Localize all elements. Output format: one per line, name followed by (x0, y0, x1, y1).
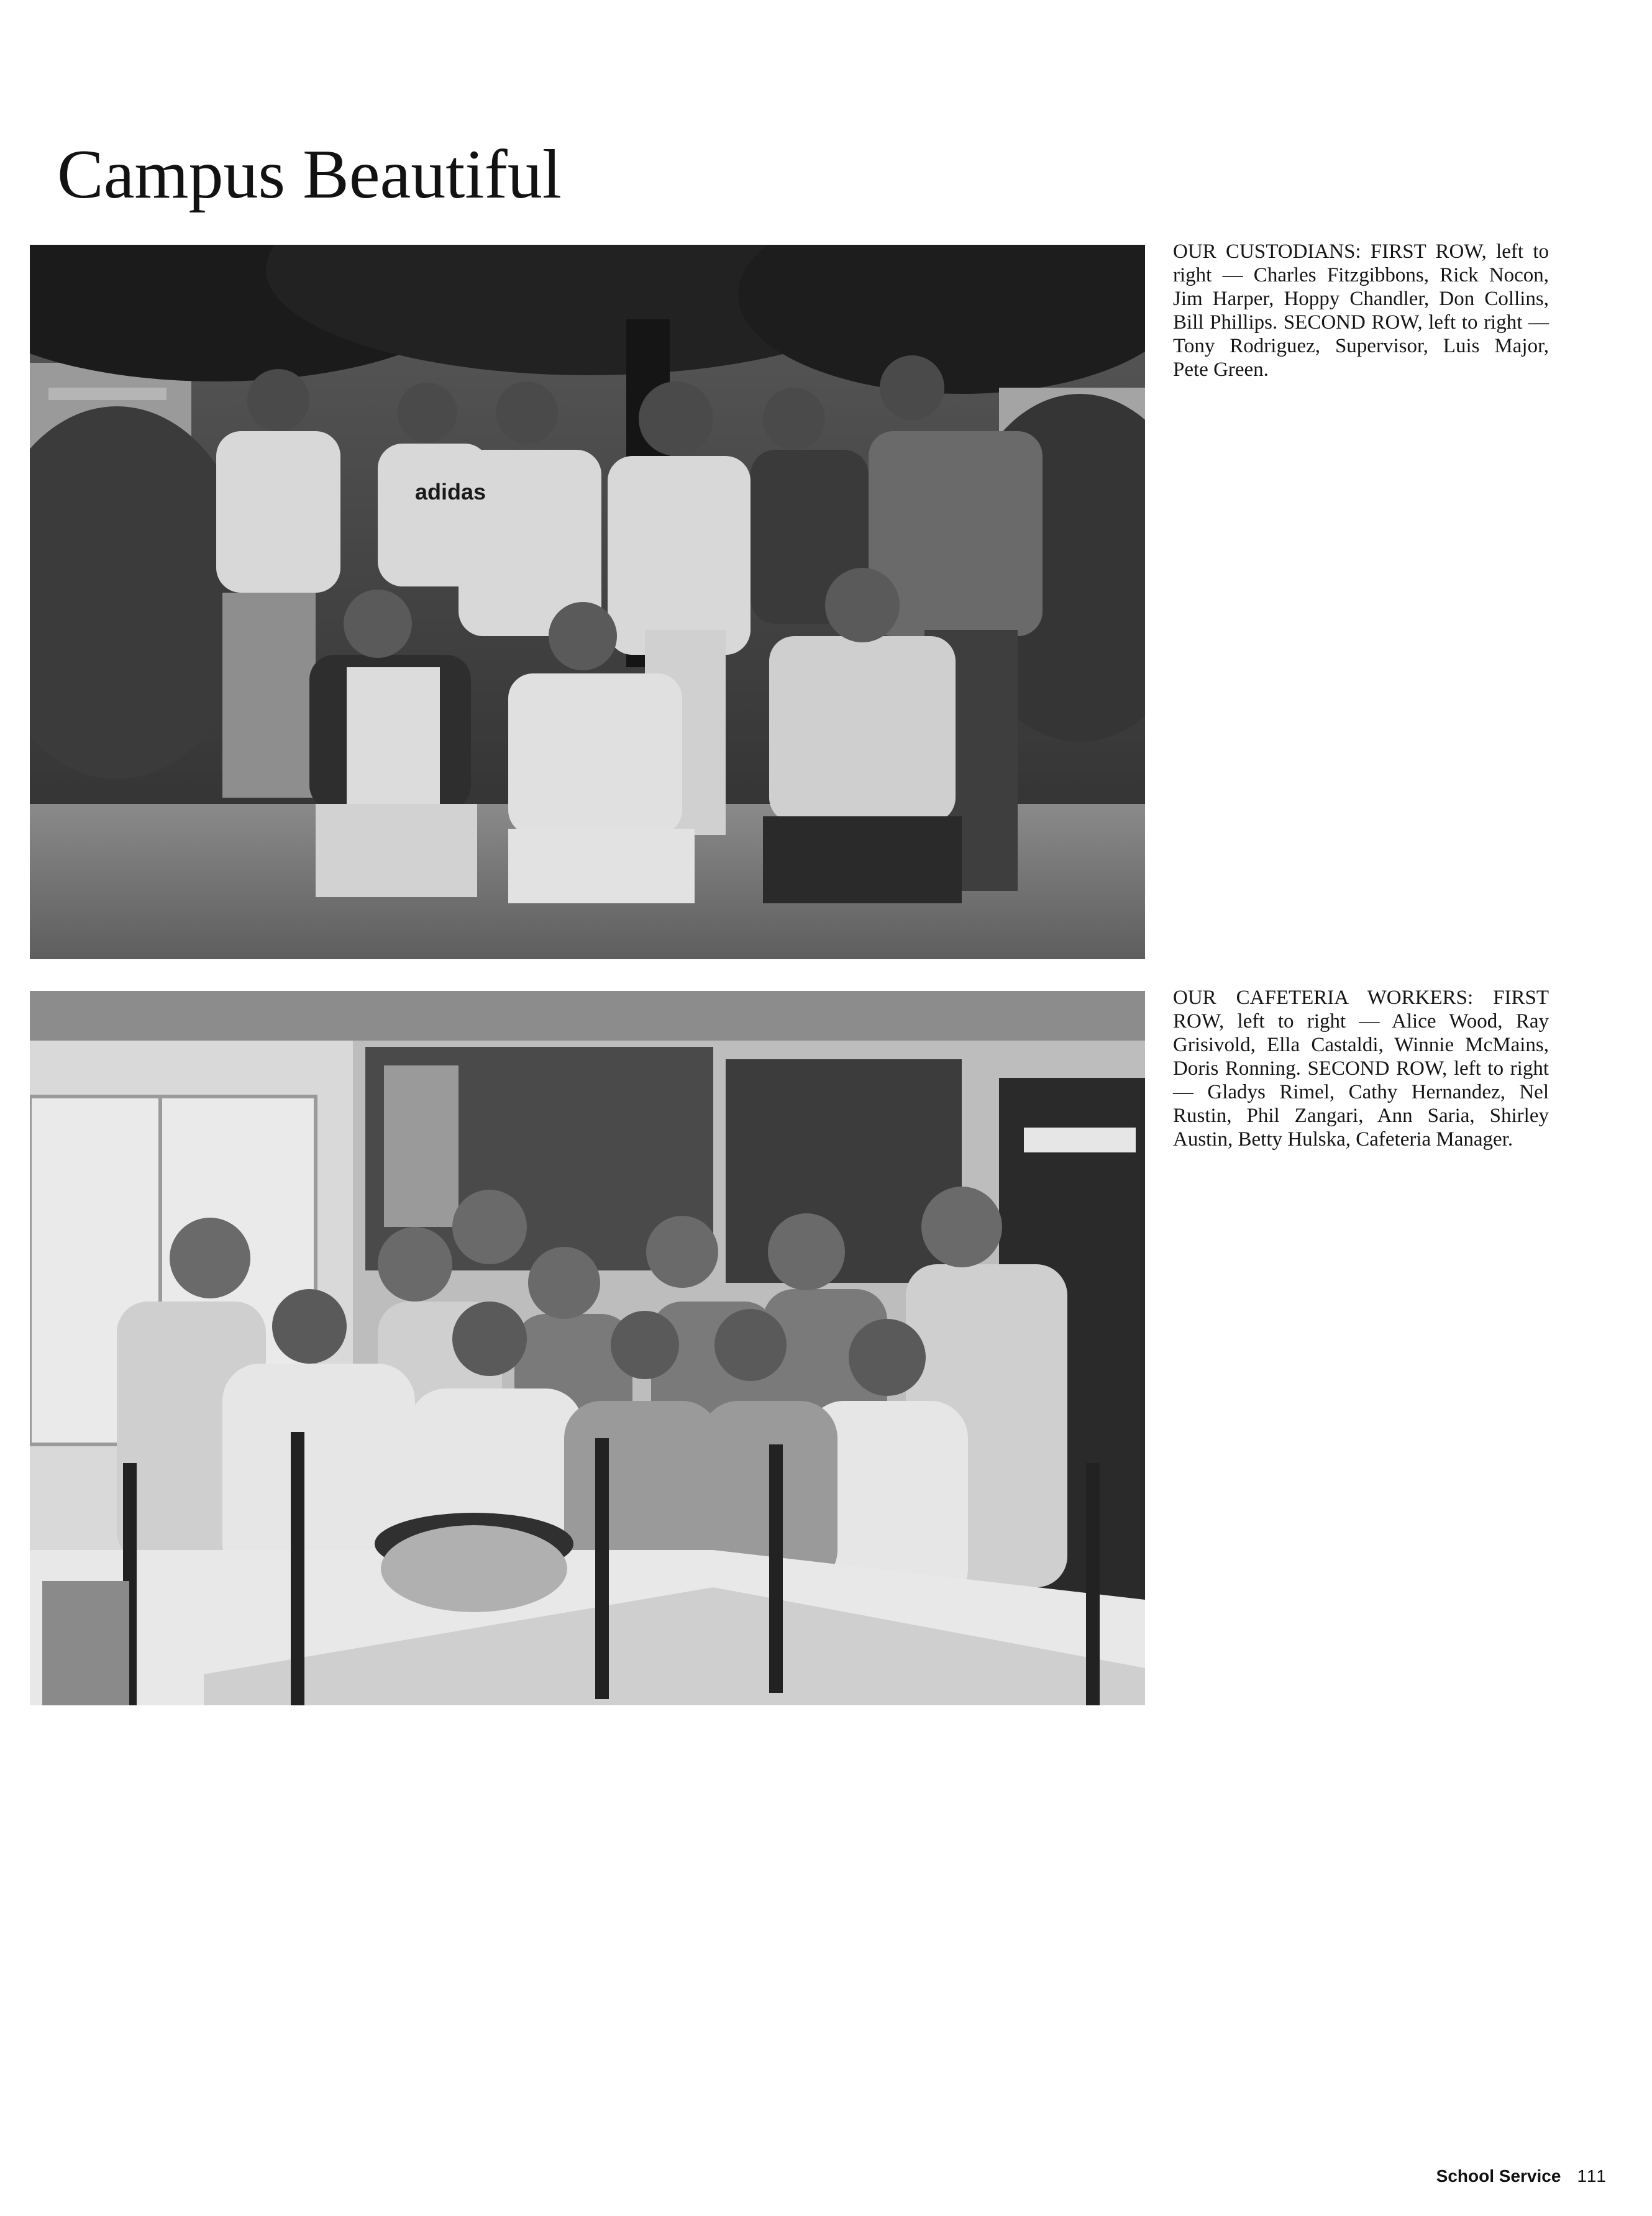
adidas-shirt-text: adidas (415, 479, 486, 504)
page-title: Campus Beautiful (57, 136, 562, 213)
footer-section-name: School Service (1436, 2166, 1561, 2186)
custodians-caption: OUR CUSTODIANS: FIRST ROW, left to right — Charles Fitzgibbons, Rick Nocon, Jim Harper, Hoppy Chandler, Don Collins, Bill Phillips. SECOND ROW, left to right — Tony Rodriguez, Supervisor, Luis Major, Pete Green. (1173, 240, 1549, 381)
page-footer (1436, 2166, 1607, 2186)
cafeteria-caption: OUR CAFETERIA WORKERS: FIRST ROW, left to right — Alice Wood, Ray Grisivold, Ella Castaldi, Winnie McMains, Doris Ronning. SECOND ROW, left to right — Gladys Rimel, Cathy Hernandez, Nel Rustin, Phil Zangari, Ann Saria, Shirley Austin, Betty Hulska, Cafeteria Manager. (1173, 987, 1549, 1151)
custodians-photo (30, 245, 1145, 959)
cafeteria-photo (30, 991, 1145, 1705)
page-number: 111 (1577, 2166, 1607, 2186)
